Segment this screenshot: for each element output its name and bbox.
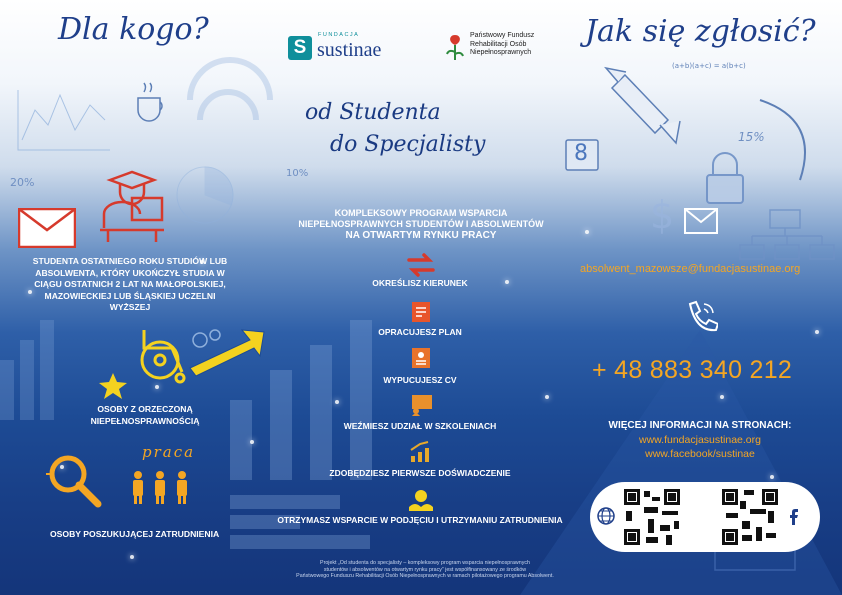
arrows-icon xyxy=(407,252,435,278)
left-heading: Dla kogo? xyxy=(58,12,209,47)
svg-text:$: $ xyxy=(650,193,675,237)
logo-sustinae-name: sustinae xyxy=(317,39,382,61)
target-group-students: STUDENTA OSTATNIEGO ROKU STUDIÓW LUB ABSOLWENTA, KTÓRY UKOŃCZYŁ STUDIA W CIĄGU OSTATNICH 2 LAT NA MAŁOPOLSKIEJ, MAZOWIECKIEJ LUB ŚLĄSKIEJ UCZELNI WYŻSZEJ xyxy=(32,256,228,312)
plan-icon xyxy=(410,300,432,324)
growth-icon xyxy=(408,440,434,464)
more-info-heading: WIĘCEJ INFORMACJI NA STRONACH: xyxy=(608,420,792,431)
footnote xyxy=(270,560,580,580)
target-group-job-seekers: OSOBY POSZUKUJĄCEJ ZATRUDNIENIA xyxy=(50,529,220,539)
logo-foundation-small: FUNDACJA xyxy=(318,32,360,38)
facebook-icon xyxy=(785,506,801,526)
cup-icon xyxy=(138,83,162,121)
calendar-digit: 8 xyxy=(574,141,588,166)
step-experience: ZDOBĘDZIESZ PIERWSZE DOŚWIADCZENIE xyxy=(329,468,511,478)
step-training: WEŹMIESZ UDZIAŁ W SZKOLENIACH xyxy=(343,421,497,431)
rocket-icon xyxy=(606,68,680,143)
qr-code-website[interactable] xyxy=(622,487,682,547)
step-support: OTRZYMASZ WSPARCIE W PODJĘCIU I UTRZYMANIU ZATRUDNIENIA xyxy=(277,515,563,525)
target-group-disability: OSOBY Z ORZECZONĄ NIEPEŁNOSPRAWNOŚCIĄ xyxy=(90,404,200,426)
globe-icon xyxy=(596,506,616,526)
facebook-link[interactable]: www.facebook/sustinae xyxy=(645,448,755,460)
lock-icon xyxy=(707,153,743,203)
support-icon xyxy=(407,487,435,513)
phone-number[interactable]: + 48 883 340 212 xyxy=(592,356,793,384)
praca-label: praca xyxy=(142,443,196,461)
cv-icon xyxy=(410,346,432,370)
email-icon xyxy=(684,208,718,234)
program-title-line2: do Specjalisty xyxy=(330,132,486,157)
star-icon xyxy=(98,372,128,400)
program-title-line1: od Studenta xyxy=(305,100,441,125)
program-line-1: KOMPLEKSOWY PROGRAM WSPARCIA xyxy=(334,208,508,218)
qr-code-facebook[interactable] xyxy=(720,487,780,547)
formula-doodle: (a+b)(a+c) = a(b+c) xyxy=(672,62,746,70)
pfron-line-1: Państwowy Fundusz xyxy=(470,32,535,39)
footnote-line-2: studentów i absolwentów na otwartym rynku pracy” jest współfinansowany ze środków xyxy=(323,566,527,573)
footnote-line-1: Projekt „Od studenta do specjalisty – kompleksowy program wsparcia niepełnosprawnych xyxy=(320,560,530,566)
chart-label-10: 10% xyxy=(286,168,309,179)
program-line-2: NIEPEŁNOSPRAWNYCH STUDENTÓW I ABSOLWENTÓW xyxy=(298,219,544,229)
sustinae-logo-mark: S xyxy=(288,36,312,60)
footnote-line-3: Państwowego Funduszu Rehabilitacji Osób Niepełnosprawnych w ramach pilotażowego programu Absolwent. xyxy=(296,573,554,580)
wheelchair-icon xyxy=(130,318,270,388)
website-link[interactable]: www.fundacjasustinae.org xyxy=(639,434,761,446)
email-link[interactable]: absolwent_mazowsze@fundacjasustinae.org xyxy=(580,263,801,275)
program-description xyxy=(260,208,582,241)
magnifier-icon xyxy=(46,452,106,510)
chart-label-20: 20% xyxy=(10,176,35,189)
program-line-3: NA OTWARTYM RYNKU PRACY xyxy=(345,230,497,241)
right-heading: Jak się zgłosić? xyxy=(585,14,816,49)
step-direction: OKREŚLISZ KIERUNEK xyxy=(372,278,468,288)
phone-icon xyxy=(682,298,718,334)
envelope-icon xyxy=(18,208,76,248)
step-plan: OPRACUJESZ PLAN xyxy=(378,327,462,337)
step-cv: WYPUCUJESZ CV xyxy=(383,375,457,385)
training-icon xyxy=(408,393,434,417)
graduate-computer-icon xyxy=(96,168,168,244)
pfron-logo-icon xyxy=(444,32,466,62)
people-icon xyxy=(128,470,192,506)
pfron-logo-text xyxy=(470,32,534,58)
percent-doodle: 15% xyxy=(738,130,765,144)
pfron-line-3: Niepełnosprawnych xyxy=(470,49,532,56)
pfron-line-2: Rehabilitacji Osób xyxy=(470,40,527,48)
